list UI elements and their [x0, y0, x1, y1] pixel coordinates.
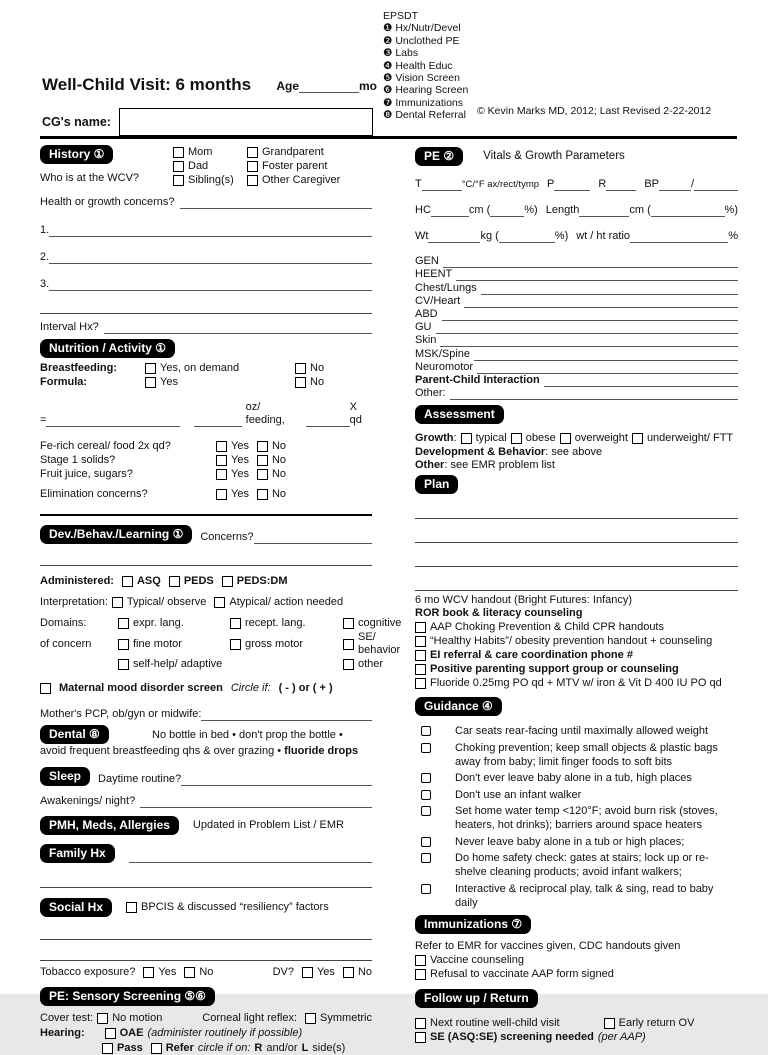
oz-per-feeding-label: oz/ feeding, — [245, 401, 285, 426]
circle-if-on-label: circle if on: — [197, 1042, 251, 1054]
checkbox-foster-parent[interactable] — [247, 161, 258, 172]
epsdt-item: ❺ Vision Screen — [383, 72, 460, 85]
formula-name-field[interactable] — [46, 414, 180, 427]
caregiver-name-label: CG's name: — [42, 114, 111, 129]
guidance-never-alone: Never leave baby alone in a tub or high places; — [455, 835, 685, 848]
epsdt-item: ❷ Unclothed PE — [383, 34, 460, 47]
checkbox-hearing-pass[interactable] — [102, 1043, 113, 1054]
who-at-wcv-label: Who is at the WCV? — [40, 172, 140, 184]
asq-label: ASQ — [136, 575, 161, 587]
checkbox-guidance-play[interactable] — [421, 884, 431, 894]
pct-label: % — [728, 230, 738, 242]
family-hx-section-badge: Family Hx — [40, 844, 115, 863]
ei-referral-label: EI referral & care coordination phone # — [430, 649, 633, 662]
vaccine-counseling-label: Vaccine counseling — [430, 953, 524, 966]
growth-obese-label: obese — [525, 432, 556, 445]
page-title: Well-Child Visit: 6 months — [42, 75, 252, 94]
nutrition-section-badge: Nutrition / Activity ① — [40, 339, 175, 358]
mothers-pcp-label: Mother's PCP, ob/gyn or midwife: — [40, 708, 202, 720]
checkbox-recept-lang[interactable] — [230, 618, 241, 629]
exam-neuromotor-field[interactable] — [477, 362, 738, 374]
checkbox-growth-overweight[interactable] — [560, 433, 571, 444]
checkbox-se-screening[interactable] — [415, 1032, 426, 1043]
oz-per-feeding-field[interactable] — [194, 414, 242, 427]
temp-unit-label: °C/°F ax/rect/tymp — [461, 179, 540, 190]
formula-no-label: No — [310, 376, 325, 388]
growth-label: Growth — [415, 432, 454, 445]
yes-label: Yes — [231, 468, 249, 480]
checkbox-maternal-mood[interactable] — [40, 683, 51, 694]
family-hx-extra-line[interactable] — [40, 863, 372, 888]
checkbox-guidance-choking[interactable] — [421, 743, 431, 753]
bpcis-label: BPCIS & discussed “resiliency” factors — [141, 901, 329, 913]
checkbox-guidance-tub[interactable] — [421, 773, 431, 783]
checkbox-atypical-action[interactable] — [214, 597, 225, 608]
checkbox-guidance-never-alone[interactable] — [421, 837, 431, 847]
checkbox-dv-yes[interactable] — [302, 967, 313, 978]
followup-section-badge: Follow up / Return — [415, 989, 538, 1008]
checkbox-se-behavior[interactable] — [343, 639, 354, 650]
concern-1-field[interactable] — [49, 224, 372, 237]
checkbox-self-help[interactable] — [118, 659, 129, 670]
checkbox-formula-yes[interactable] — [145, 377, 156, 388]
checkbox-growth-obese[interactable] — [511, 433, 522, 444]
yes-label: Yes — [158, 966, 177, 978]
guidance-water-temp: Set home water temp <120°F; avoid burn risk (stoves, heaters, hot drinks); barriers around space heaters — [455, 805, 718, 832]
immunizations-section-badge: Immunizations ⑦ — [415, 915, 531, 934]
checkbox-hearing-refer[interactable] — [151, 1043, 162, 1054]
checkbox-bpcis[interactable] — [126, 902, 137, 913]
pulse-field[interactable] — [554, 178, 590, 191]
checkbox-positive-parenting[interactable] — [415, 664, 426, 675]
assessment-section-badge: Assessment — [415, 405, 504, 424]
hearing-label: Hearing: — [40, 1027, 85, 1039]
no-label: No — [199, 966, 214, 978]
corneal-reflex-label: Corneal light reflex: — [202, 1012, 298, 1024]
guidance-car-seats: Car seats rear-facing until maximally allowed weight — [455, 725, 709, 738]
exam-skin-field[interactable] — [440, 335, 738, 347]
checkbox-tobacco-yes[interactable] — [143, 967, 154, 978]
awakenings-field[interactable] — [140, 795, 372, 808]
exam-abd-field[interactable] — [442, 309, 738, 321]
dental-section-badge: Dental ⑧ — [40, 725, 109, 744]
se-behavior-label: SE/ behavior — [358, 631, 401, 656]
fluoride-mtv-label: Fluoride 0.25mg PO qd + MTV w/ iron & Vit D 400 IU PO qd — [430, 677, 722, 690]
pct-close-label: %) — [554, 230, 569, 242]
yes-label: Yes — [231, 454, 249, 466]
daytime-routine-field[interactable] — [181, 773, 372, 786]
no-label: No — [271, 440, 287, 452]
yes-label: Yes — [231, 440, 249, 452]
formula-yes-label: Yes — [160, 376, 178, 388]
checkbox-elimination-no[interactable] — [257, 489, 268, 500]
pass-label: Pass — [117, 1042, 143, 1054]
hc-field[interactable] — [431, 204, 469, 217]
exam-skin-label: Skin — [415, 334, 437, 347]
gross-motor-label: gross motor — [245, 637, 304, 650]
pct-close-label: %) — [524, 204, 538, 216]
positive-parenting-label: Positive parenting support group or counseling — [430, 663, 679, 676]
sensory-screening-badge: PE: Sensory Screening ⑤⑥ — [40, 987, 215, 1006]
interpretation-label: Interpretation: — [40, 596, 108, 608]
exam-gen-field[interactable] — [443, 256, 738, 268]
checkbox-typical-observe[interactable] — [112, 597, 123, 608]
exam-parent-child-field[interactable] — [544, 375, 738, 387]
pmh-section-badge: PMH, Meds, Allergies — [40, 816, 179, 835]
grandparent-label: Grandparent — [262, 145, 324, 158]
expr-lang-label: expr. lang. — [133, 617, 184, 629]
domain-other-label: other — [358, 658, 384, 670]
temp-field[interactable] — [422, 178, 462, 191]
dev-concerns-extra-line[interactable] — [40, 544, 372, 566]
growth-overweight-label: overweight — [574, 432, 628, 445]
epsdt-item: ❼ Immunizations — [383, 96, 464, 109]
pmh-note: Updated in Problem List / EMR — [192, 819, 344, 831]
plan-line-2[interactable] — [415, 519, 738, 543]
epsdt-list — [383, 10, 468, 122]
checkbox-gross-motor[interactable] — [230, 639, 241, 650]
checkbox-peds-dm[interactable] — [222, 576, 233, 587]
checkbox-stage1-no[interactable] — [257, 455, 268, 466]
se-screening-label: SE (ASQ:SE) screening needed — [430, 1030, 594, 1043]
formula-equals-label: = — [40, 414, 47, 426]
of-concern-label: of concern — [40, 637, 92, 650]
checkbox-symmetric[interactable] — [305, 1013, 316, 1024]
exam-msk-spine-label: MSK/Spine — [415, 347, 471, 360]
checkbox-fine-motor[interactable] — [118, 639, 129, 650]
checkbox-refusal-vaccinate[interactable] — [415, 969, 426, 980]
checkbox-breastfeeding-yes[interactable] — [145, 363, 156, 374]
guidance-safety-check: Do home safety check: gates at stairs; lock up or re-shelve cleaning products; avoid infant walkers; — [455, 852, 709, 879]
breastfeeding-no-label: No — [310, 362, 325, 374]
guidance-play: Interactive & reciprocal play, talk & sing, read to baby daily — [455, 882, 714, 909]
domains-label: Domains: — [40, 617, 87, 629]
other-caregiver-label: Other Caregiver — [262, 173, 341, 186]
checkbox-vaccine-counseling[interactable] — [415, 955, 426, 966]
foster-parent-label: Foster parent — [262, 159, 328, 172]
interval-hx-field[interactable] — [104, 321, 372, 334]
sides-label: side(s) — [312, 1042, 346, 1054]
refusal-vaccinate-label: Refusal to vaccinate AAP form signed — [430, 967, 614, 980]
checkbox-dad[interactable] — [173, 161, 184, 172]
health-concerns-field[interactable] — [180, 196, 372, 209]
cognitive-label: cognitive — [358, 617, 402, 629]
checkbox-healthy-habits[interactable] — [415, 636, 426, 647]
ror-book-text: ROR book & literacy counseling — [415, 607, 583, 620]
concern-2-field[interactable] — [49, 251, 372, 264]
header-divider — [40, 136, 737, 139]
cm-open-label: cm ( — [468, 204, 491, 216]
fe-rich-cereal-label: Fe-rich cereal/ food 2x qd? — [40, 440, 171, 452]
age-label: Age — [276, 79, 299, 93]
checkbox-peds[interactable] — [169, 576, 180, 587]
temp-label: T — [415, 178, 422, 190]
circle-if-label: Circle if: — [230, 682, 271, 694]
length-field[interactable] — [579, 204, 629, 217]
guidance-tub: Don't ever leave baby alone in a tub, high places — [455, 772, 692, 785]
exam-heent-field[interactable] — [456, 269, 738, 281]
dev-behav-section-badge: Dev./Behav./Learning ① — [40, 525, 192, 544]
right-side-option[interactable]: R — [254, 1042, 263, 1054]
yes-label: Yes — [316, 966, 335, 978]
assessment-other-value: : see EMR problem list — [444, 459, 555, 472]
symmetric-label: Symmetric — [320, 1012, 372, 1024]
checkbox-guidance-water-temp[interactable] — [421, 806, 431, 816]
checkbox-guidance-car-seats[interactable] — [421, 726, 431, 736]
exam-chest-lungs-label: Chest/Lungs — [415, 281, 477, 294]
weight-label: Wt — [415, 230, 429, 242]
concern-3-label: 3. — [40, 278, 50, 290]
exam-heent-label: HEENT — [415, 268, 453, 281]
checkbox-domain-other[interactable] — [343, 659, 354, 670]
stage1-solids-label: Stage 1 solids? — [40, 454, 116, 466]
exam-gen-label: GEN — [415, 255, 439, 268]
vitals-subtitle: Vitals & Growth Parameters — [483, 150, 625, 162]
checkbox-growth-typical[interactable] — [461, 433, 472, 444]
checkbox-tobacco-no[interactable] — [184, 967, 195, 978]
exam-gu-field[interactable] — [436, 322, 739, 334]
circle-options[interactable]: ( - ) or ( + ) — [278, 682, 333, 694]
checkbox-expr-lang[interactable] — [118, 618, 129, 629]
self-help-label: self-help/ adaptive — [133, 658, 223, 670]
growth-underweight-label: underweight/ FTT — [646, 432, 734, 445]
weight-field[interactable] — [428, 230, 480, 243]
checkbox-growth-underweight[interactable] — [632, 433, 643, 444]
length-percentile-field[interactable] — [651, 204, 725, 217]
caregiver-name-field[interactable] — [119, 108, 373, 136]
dev-concerns-field[interactable] — [254, 531, 372, 544]
mothers-pcp-field[interactable] — [201, 708, 372, 721]
plan-section-badge: Plan — [415, 475, 458, 494]
concern-2-label: 2. — [40, 251, 50, 263]
mom-label: Mom — [188, 145, 213, 158]
wcv-handout-text: 6 mo WCV handout (Bright Futures: Infancy) — [415, 594, 633, 607]
concern-3-field[interactable] — [49, 278, 372, 291]
pulse-label: P — [547, 178, 555, 190]
peds-dm-label: PEDS:DM — [236, 575, 288, 587]
guidance-section-badge: Guidance ④ — [415, 697, 502, 716]
breastfeeding-label: Breastfeeding: — [40, 362, 118, 374]
dev-concerns-label: Concerns? — [200, 531, 254, 543]
weight-percentile-field[interactable] — [499, 230, 555, 243]
social-hx-section-badge: Social Hx — [40, 898, 112, 917]
checkbox-grandparent[interactable] — [247, 147, 258, 158]
awakenings-label: Awakenings/ night? — [40, 795, 136, 807]
no-label: No — [357, 966, 372, 978]
elimination-concerns-label: Elimination concerns? — [40, 488, 148, 500]
sleep-section-badge: Sleep — [40, 767, 90, 786]
kg-open-label: kg ( — [480, 230, 499, 242]
checkbox-fruit-juice-yes[interactable] — [216, 469, 227, 480]
feedings-per-day-field[interactable] — [306, 414, 350, 427]
dv-label: DV? — [272, 966, 294, 978]
aap-choking-label: AAP Choking Prevention & Child CPR handouts — [430, 621, 664, 634]
atypical-action-label: Atypical/ action needed — [229, 596, 344, 608]
oae-label: OAE — [119, 1027, 144, 1039]
andor-label: and/or — [266, 1042, 298, 1054]
length-label: Length — [545, 204, 580, 216]
interval-hx-label: Interval Hx? — [40, 321, 99, 333]
left-side-option[interactable]: L — [301, 1042, 309, 1054]
refer-label: Refer — [165, 1042, 194, 1054]
history-extra-line[interactable] — [40, 291, 372, 314]
health-concerns-label: Health or growth concerns? — [40, 196, 175, 208]
plan-line-3[interactable] — [415, 543, 738, 567]
checkbox-no-motion[interactable] — [97, 1013, 108, 1024]
assessment-other-label: Other — [415, 459, 445, 472]
checkbox-early-return[interactable] — [604, 1018, 615, 1029]
checkbox-guidance-safety-check[interactable] — [421, 853, 431, 863]
cm-open-label: cm ( — [629, 204, 651, 216]
checkbox-dv-no[interactable] — [343, 967, 354, 978]
dad-label: Dad — [188, 159, 209, 172]
exam-gu-label: GU — [415, 321, 432, 334]
resp-label: R — [598, 178, 607, 190]
epsdt-item: ❶ Hx/Nutr/Devel — [383, 22, 461, 35]
oae-note: (administer routinely if possible) — [147, 1027, 303, 1039]
concern-1-label: 1. — [40, 224, 50, 236]
x-qd-label: X qd — [349, 401, 362, 426]
plan-line-4[interactable] — [415, 567, 738, 591]
bp-slash: / — [691, 178, 695, 190]
checkbox-fe-rich-yes[interactable] — [216, 441, 227, 452]
se-screening-note: (per AAP) — [597, 1030, 646, 1043]
cover-test-label: Cover test: — [40, 1012, 94, 1024]
wt-ht-ratio-label: wt / ht ratio — [576, 230, 631, 242]
copyright-text: © Kevin Marks MD, 2012; Last Revised 2-22-2012 — [477, 105, 712, 117]
exam-cv-heart-label: CV/Heart — [415, 294, 461, 307]
history-section — [40, 145, 372, 187]
tobacco-exposure-label: Tobacco exposure? — [40, 966, 136, 978]
checkbox-other-caregiver[interactable] — [247, 175, 258, 186]
yes-label: Yes — [231, 488, 249, 500]
peds-label: PEDS — [183, 575, 214, 587]
formula-label: Formula: — [40, 376, 88, 388]
administered-label: Administered: — [40, 575, 114, 587]
guidance-walker: Don't use an infant walker — [455, 788, 582, 801]
checkbox-elimination-yes[interactable] — [216, 489, 227, 500]
dental-section — [40, 727, 372, 759]
plan-line-1[interactable] — [415, 494, 738, 519]
checkbox-cognitive[interactable] — [343, 618, 354, 629]
maternal-mood-label: Maternal mood disorder screen — [59, 682, 223, 694]
age-unit-label: mo — [359, 79, 377, 93]
checkbox-oae[interactable] — [105, 1028, 116, 1039]
checkbox-formula-no[interactable] — [295, 377, 306, 388]
checkbox-guidance-walker[interactable] — [421, 790, 431, 800]
age-field[interactable] — [299, 80, 359, 93]
siblings-label: Sibling(s) — [188, 173, 234, 186]
exam-neuromotor-label: Neuromotor — [415, 360, 474, 373]
guidance-choking: Choking prevention; keep small objects & plastic bags away from baby; limit finger foods to soft bits — [455, 741, 718, 768]
social-hx-line-2[interactable] — [40, 940, 372, 961]
bp-diastolic-field[interactable] — [694, 178, 738, 191]
checkbox-breastfeeding-no[interactable] — [295, 363, 306, 374]
exam-other-field[interactable] — [450, 388, 738, 400]
family-hx-field[interactable] — [129, 850, 372, 863]
bp-systolic-field[interactable] — [659, 178, 691, 191]
fluoride-drops-label: fluoride drops — [284, 745, 359, 757]
epsdt-item: ❽ Dental Referral — [383, 109, 466, 122]
history-section-badge: History ① — [40, 145, 113, 164]
exam-msk-spine-field[interactable] — [474, 349, 738, 361]
exam-other-label: Other: — [415, 387, 446, 400]
no-label: No — [271, 454, 287, 466]
wt-ht-ratio-field[interactable] — [630, 230, 728, 243]
hc-label: HC — [415, 204, 431, 216]
checkbox-aap-choking[interactable] — [415, 622, 426, 633]
bp-label: BP — [644, 178, 659, 190]
hc-percentile-field[interactable] — [490, 204, 524, 217]
checkbox-asq[interactable] — [122, 576, 133, 587]
breastfeeding-yes-label: Yes, on demand — [160, 362, 240, 374]
checkbox-mom[interactable] — [173, 147, 184, 158]
recept-lang-label: recept. lang. — [245, 617, 306, 629]
epsdt-item: ❹ Health Educ — [383, 59, 453, 72]
colon: : — [453, 432, 457, 445]
social-hx-line-1[interactable] — [40, 917, 372, 940]
daytime-routine-label: Daytime routine? — [98, 773, 182, 785]
development-behavior-value: : see above — [545, 446, 603, 459]
next-routine-visit-label: Next routine well-child visit — [430, 1016, 560, 1029]
checkbox-fluoride-mtv[interactable] — [415, 678, 426, 689]
no-motion-label: No motion — [112, 1012, 163, 1024]
epsdt-item: ❸ Labs — [383, 47, 419, 60]
checkbox-next-routine-visit[interactable] — [415, 1018, 426, 1029]
exam-chest-lungs-field[interactable] — [481, 283, 738, 295]
checkbox-fruit-juice-no[interactable] — [257, 469, 268, 480]
healthy-habits-label: “Healthy Habits”/ obesity prevention handout + counseling — [430, 635, 713, 648]
checkbox-fe-rich-no[interactable] — [257, 441, 268, 452]
resp-field[interactable] — [606, 178, 636, 191]
immunizations-note: Refer to EMR for vaccines given, CDC handouts given — [415, 939, 681, 952]
checkbox-siblings[interactable] — [173, 175, 184, 186]
growth-typical-label: typical — [475, 432, 507, 445]
epsdt-title: EPSDT — [383, 10, 419, 22]
early-return-label: Early return OV — [618, 1016, 695, 1029]
development-behavior-label: Development & Behavior — [415, 446, 546, 459]
no-label: No — [271, 468, 287, 480]
epsdt-item: ❻ Hearing Screen — [383, 84, 469, 97]
no-label: No — [271, 488, 287, 500]
typical-observe-label: Typical/ observe — [126, 596, 207, 608]
fruit-juice-label: Fruit juice, sugars? — [40, 468, 133, 480]
section-divider — [40, 514, 372, 516]
exam-parent-child-label: Parent-Child Interaction — [415, 373, 540, 386]
exam-cv-heart-field[interactable] — [464, 296, 738, 308]
checkbox-stage1-yes[interactable] — [216, 455, 227, 466]
dental-guidance-text: No bottle in bed • don't prop the bottle • avoid frequent breastfeeding qhs & over grazing • — [40, 729, 343, 757]
pe-section-badge: PE ② — [415, 147, 463, 166]
pct-close-label: %) — [724, 204, 738, 216]
fine-motor-label: fine motor — [133, 637, 182, 650]
exam-abd-label: ABD — [415, 307, 438, 320]
checkbox-ei-referral[interactable] — [415, 650, 426, 661]
